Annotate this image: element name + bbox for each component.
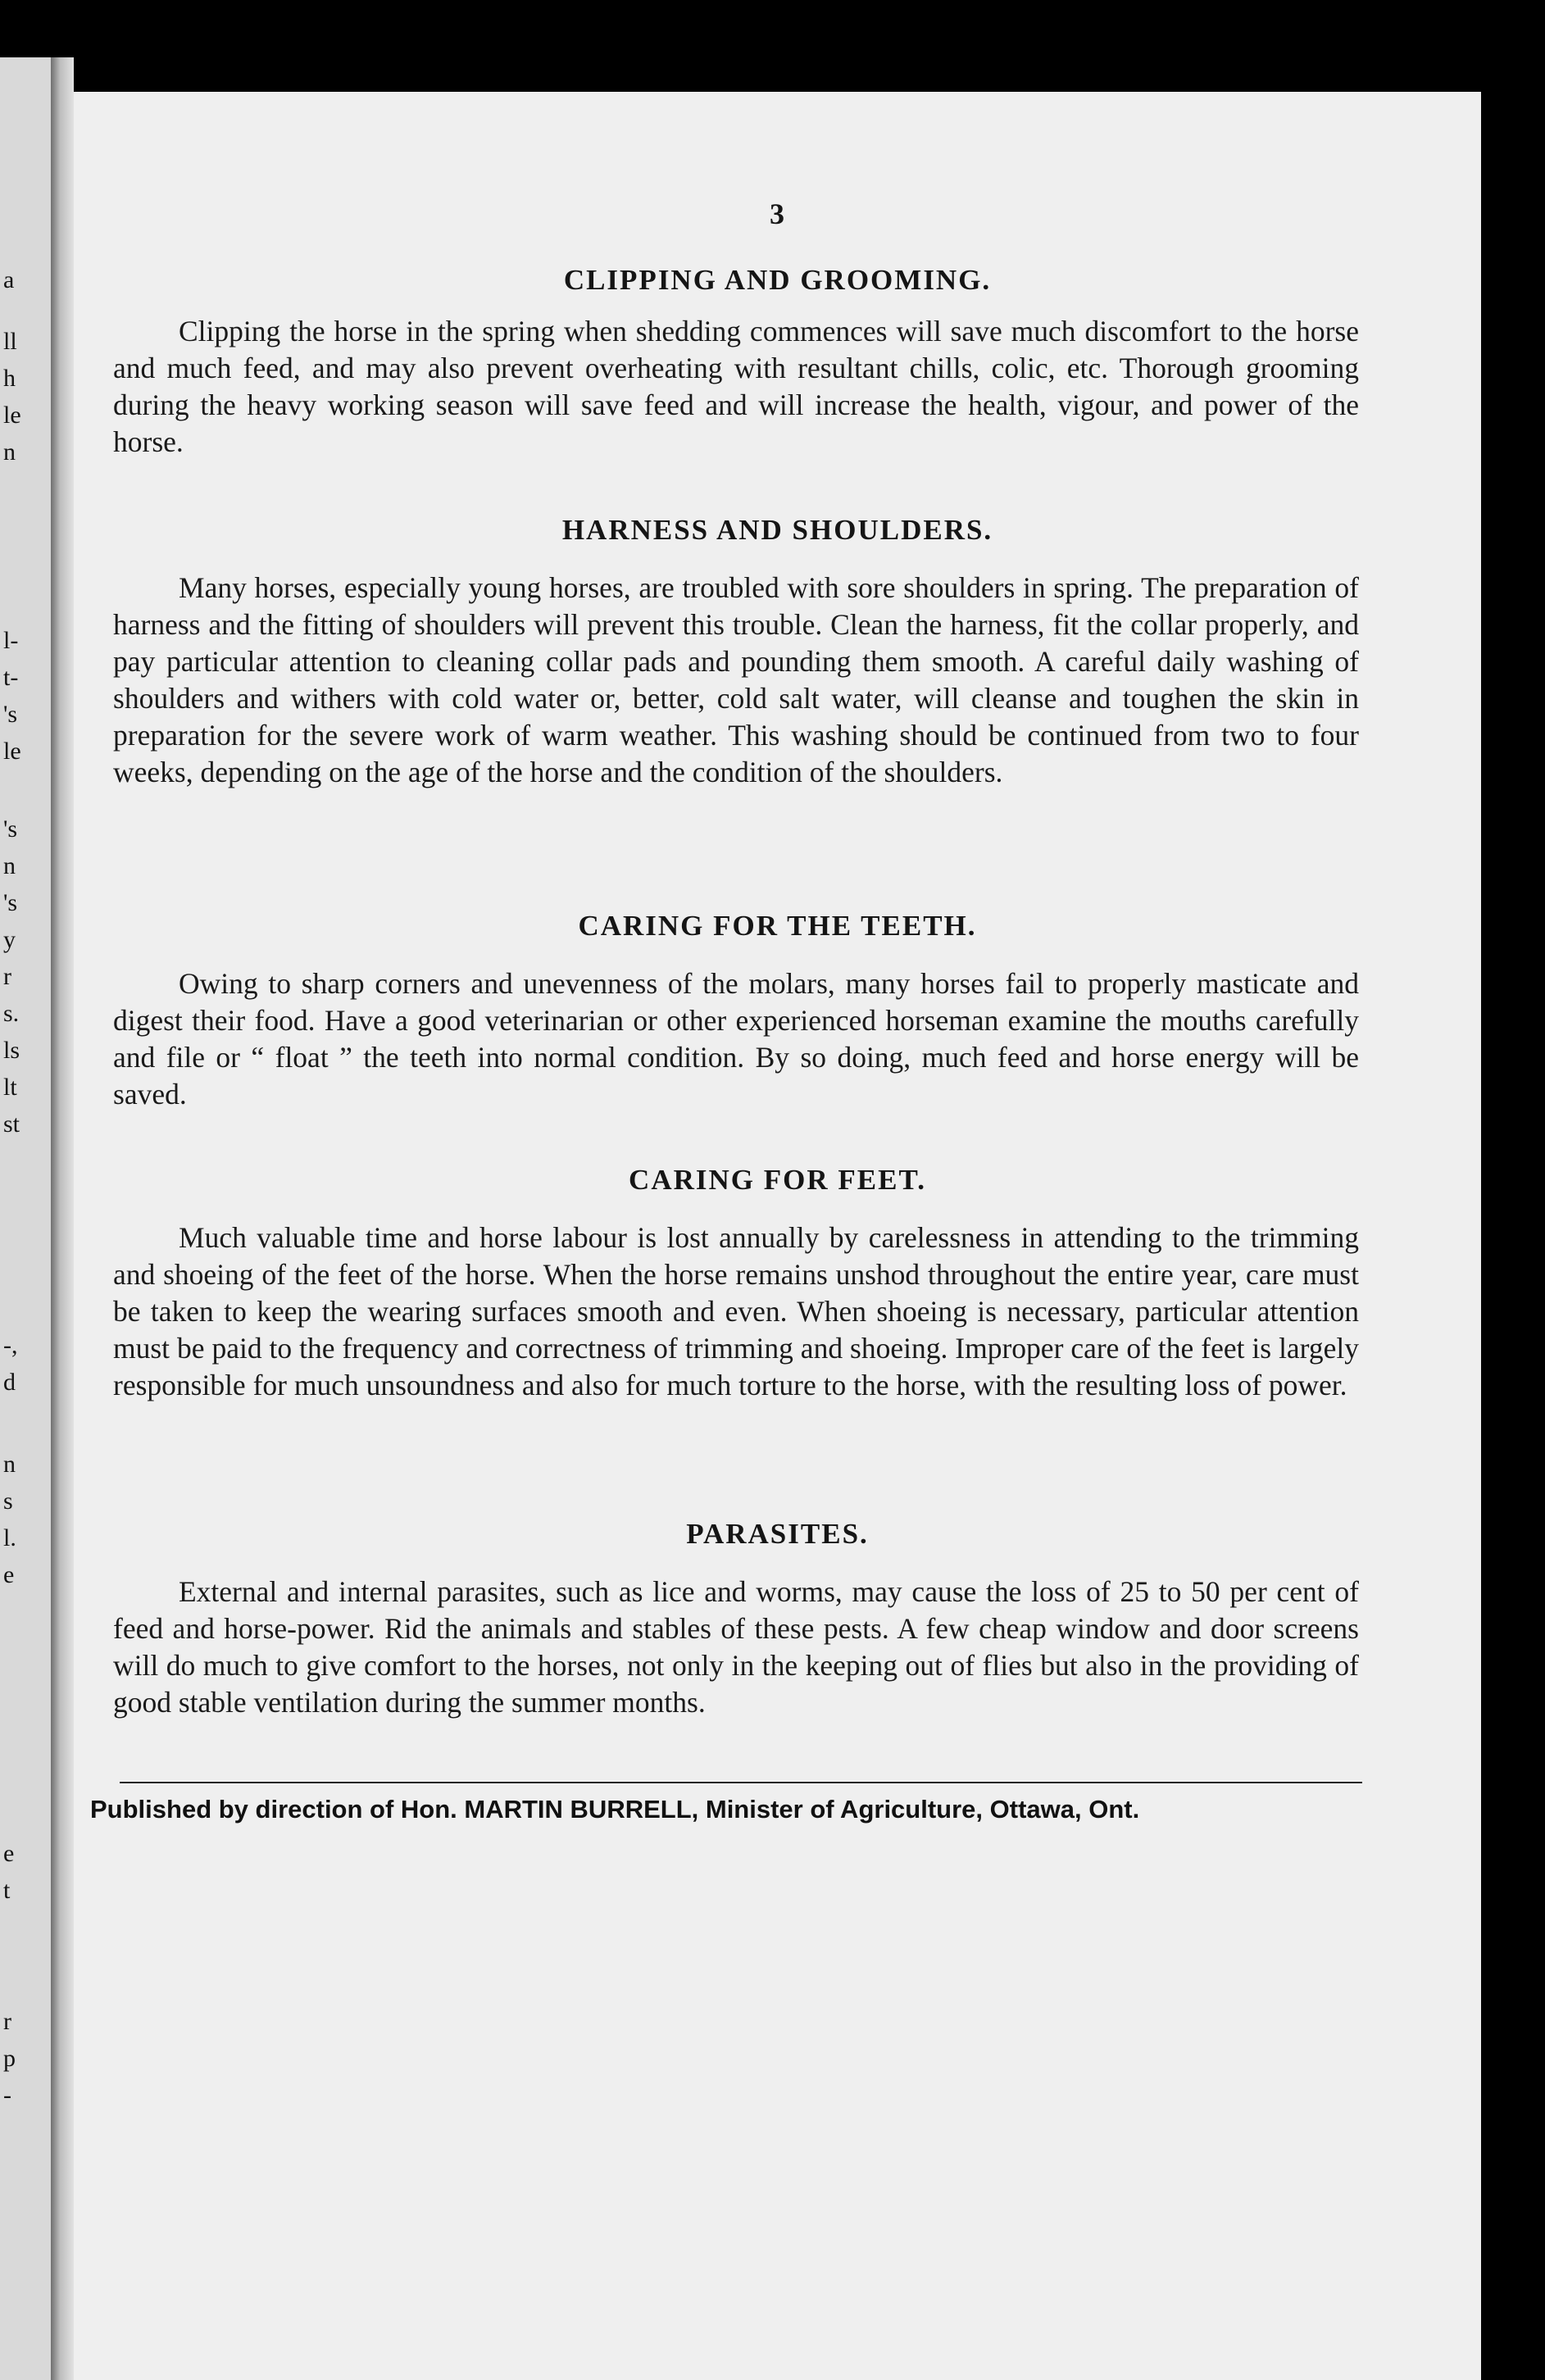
margin-fragment: h xyxy=(3,365,16,392)
margin-fragment: l. xyxy=(3,1524,16,1551)
margin-fragment: s xyxy=(3,1488,13,1515)
publisher-footer: Published by direction of Hon. MARTIN BURRELL, Minister of Agriculture, Ottawa, Ont. xyxy=(90,1795,1140,1824)
margin-fragment: r xyxy=(3,963,11,990)
margin-fragment: le xyxy=(3,738,21,765)
margin-fragment: st xyxy=(3,1111,20,1138)
section-body-harness: Many horses, especially young horses, are troubled with sore shoulders in spring. The preparation of harness and the fitting of shoulders will prevent this trouble. Clean the harness, fit the collar properly, and pay particular attention to cleaning collar pads and pounding them smooth. A careful daily washing of shoulders and withers with cold water or, better, cold salt water, will cleanse and toughen the skin in preparation for the severe work of warm weather. This washing should be continued from two to four weeks, depending on the age of the horse and the condition of the shoulders. xyxy=(113,571,1359,788)
footer-divider xyxy=(120,1782,1362,1783)
margin-fragment: e xyxy=(3,1840,15,1867)
margin-fragment: n xyxy=(3,1451,16,1478)
margin-fragment: n xyxy=(3,852,16,879)
margin-fragment: r xyxy=(3,2008,11,2035)
document-page xyxy=(74,92,1481,2380)
margin-fragment: lt xyxy=(3,1074,17,1101)
section-heading-parasites: PARASITES. xyxy=(686,1518,869,1550)
book-gutter xyxy=(51,57,74,2380)
margin-fragment: ll xyxy=(3,328,17,355)
margin-fragment: ls xyxy=(3,1037,20,1064)
margin-fragment: - xyxy=(3,2082,11,2109)
margin-fragment: p xyxy=(3,2045,16,2072)
margin-fragment: le xyxy=(3,402,21,429)
margin-fragment: 's xyxy=(3,701,18,728)
margin-fragment: y xyxy=(3,926,16,953)
section-heading-harness: HARNESS AND SHOULDERS. xyxy=(561,514,993,546)
section-body-teeth: Owing to sharp corners and unevenness of the molars, many horses fail to properly masticate and digest their food. Have a good veterinarian or other experienced horseman examine the mouths carefully and file or “ float ” the teeth into normal condition. By so doing, much feed and horse energy will be saved. xyxy=(113,967,1359,1111)
margin-fragment: t xyxy=(3,1877,11,1904)
section-heading-teeth: CARING FOR THE TEETH. xyxy=(578,910,977,942)
margin-fragment: 's xyxy=(3,889,18,916)
margin-fragment: 's xyxy=(3,815,18,843)
page-number: 3 xyxy=(770,198,785,230)
section-body-feet: Much valuable time and horse labour is lost annually by carelessness in attending to the trimming and shoeing of the feet of the horse. When the horse remains unshod throughout the entire year, care must be taken to keep the wearing surfaces smooth and even. When shoeing is necessary, particular attention must be paid to the frequency and correctness of trimming and shoeing. Improper care of the feet is largely responsible for much unsoundness and also for much torture to the horse, with the resulting loss of power. xyxy=(113,1221,1359,1401)
section-body-clipping: Clipping the horse in the spring when shedding commences will save much discomfort to the horse and much feed, and may also prevent overheating with resultant chills, colic, etc. Thorough grooming during the heavy working season will save feed and will increase the health, vigour, and power of the horse. xyxy=(113,315,1359,458)
margin-fragment: s. xyxy=(3,1000,20,1027)
section-body-parasites: External and internal parasites, such as lice and worms, may cause the loss of 25 to 50 per cent of feed and horse-power. Rid the animals and stables of these pests. A few cheap window and door screens will do much to give comfort to the horses, not only in the keeping out of flies but also in the providing of good stable ventilation during the summer months. xyxy=(113,1575,1359,1719)
section-heading-feet: CARING FOR FEET. xyxy=(629,1164,926,1196)
margin-fragment: -, xyxy=(3,1332,18,1359)
margin-fragment: e xyxy=(3,1561,15,1588)
margin-fragment: t- xyxy=(3,664,19,691)
previous-page-edge xyxy=(0,57,51,2380)
section-heading-clipping: CLIPPING AND GROOMING. xyxy=(563,264,992,296)
margin-fragment: d xyxy=(3,1369,16,1396)
margin-fragment: a xyxy=(3,266,15,293)
margin-fragment: l- xyxy=(3,627,19,654)
margin-fragment: n xyxy=(3,438,16,466)
